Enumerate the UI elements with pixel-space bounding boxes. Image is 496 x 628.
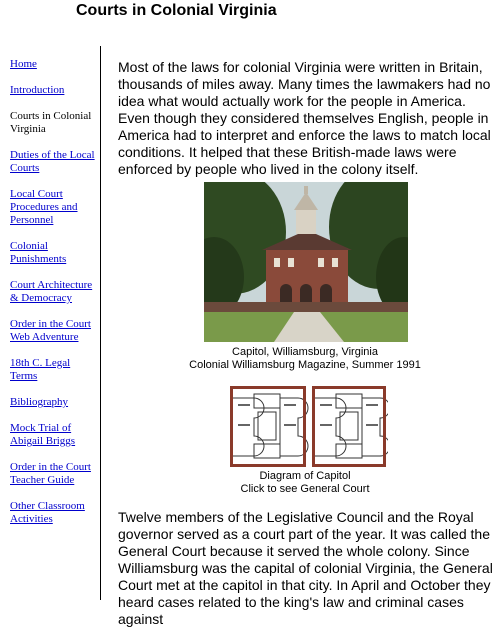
page-title: Courts in Colonial Virginia: [76, 2, 277, 19]
diagram-caption-title: Diagram of Capitol: [259, 470, 351, 482]
sidebar-item-classroom-activities[interactable]: Other Classroom Activities: [10, 500, 85, 525]
sidebar-item-home[interactable]: Home: [10, 58, 37, 70]
sidebar-item-teacher-guide[interactable]: Order in the Court Teacher Guide: [10, 461, 91, 486]
sidebar-item-procedures[interactable]: Local Court Procedures and Personnel: [10, 188, 78, 226]
general-court-paragraph: [118, 509, 494, 628]
capitol-diagram-link[interactable]: [228, 384, 388, 470]
sidebar-item-mock-trial[interactable]: Mock Trial of Abigail Briggs: [10, 422, 76, 447]
sidebar-item-duties[interactable]: Duties of the Local Courts: [10, 149, 95, 174]
diagram-caption-hint: Click to see General Court: [240, 483, 370, 495]
sidebar-item-introduction[interactable]: Introduction: [10, 84, 65, 96]
vertical-divider: [100, 46, 101, 600]
general-court-text: Twelve members of the Legislative Council and the Royal governor served as a court part of the year. It was called the General Court because it served the whole colony. Since Williamsburg was the capital of colonial Virginia, the General Court met at the capitol in that city. In April and October they heard cases related to the king's law and criminal cases against: [118, 509, 493, 627]
sidebar-item-courts-current: Courts in Colonial Virginia: [10, 110, 92, 135]
sidebar-nav: [10, 58, 98, 539]
caption-source: Colonial Williamsburg Magazine, Summer 1991: [189, 359, 421, 371]
sidebar-item-web-adventure[interactable]: Order in the Court Web Adventure: [10, 318, 91, 343]
sidebar-item-legal-terms[interactable]: 18th C. Legal Terms: [10, 357, 71, 382]
sidebar-item-bibliography[interactable]: Bibliography: [10, 396, 69, 408]
capitol-photo: [204, 182, 408, 342]
intro-paragraph: Most of the laws for colonial Virginia were written in Britain, thousands of miles away. Many times the lawmakers had no idea what would actually work for the people in America. Even though they considered themselves English, people in America had to interpret and enforce the laws to match local conditions. It helped that these British-made laws were enforced by people who lived in the colony itself.: [118, 59, 491, 177]
diagram-caption: [180, 470, 430, 496]
sidebar-item-architecture[interactable]: Court Architecture & Democracy: [10, 279, 93, 304]
main-content: [118, 59, 494, 178]
capitol-photo-caption: [180, 346, 430, 372]
caption-title: Capitol, Williamsburg, Virginia: [232, 346, 378, 358]
sidebar-item-punishments[interactable]: Colonial Punishments: [10, 240, 67, 265]
